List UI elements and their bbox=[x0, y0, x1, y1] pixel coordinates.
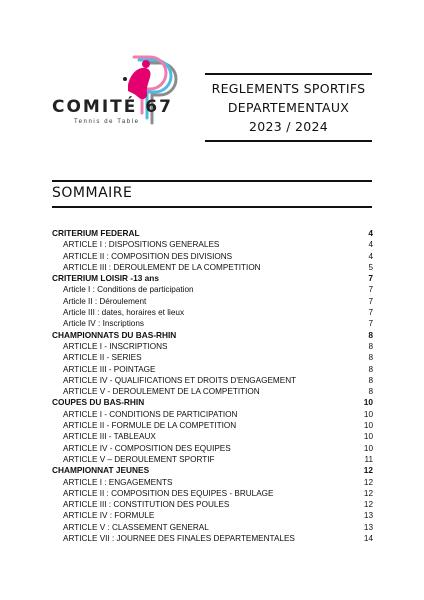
toc-page-number: 8 bbox=[368, 341, 373, 351]
toc-page-number: 8 bbox=[368, 329, 373, 340]
sommaire-heading bbox=[52, 180, 372, 208]
toc-page-number: 8 bbox=[368, 375, 373, 385]
toc-page-number: 10 bbox=[363, 432, 373, 442]
toc-item-row[interactable] bbox=[52, 239, 373, 250]
toc-item-row[interactable] bbox=[52, 431, 373, 442]
toc-page-number: 13 bbox=[363, 511, 373, 521]
toc-item-row[interactable] bbox=[52, 522, 373, 533]
toc-page-number: 10 bbox=[363, 421, 373, 431]
toc-item-row[interactable] bbox=[52, 409, 373, 420]
toc-entry-label: ARTICLE II - FORMULE DE LA COMPETITION bbox=[63, 421, 237, 431]
toc-item-row[interactable] bbox=[52, 477, 373, 488]
toc-page-number: 7 bbox=[368, 296, 373, 306]
toc-item-row[interactable] bbox=[52, 352, 373, 363]
toc-item-row[interactable] bbox=[52, 364, 373, 375]
toc-page-number: 10 bbox=[363, 397, 373, 408]
toc-page-number: 5 bbox=[368, 262, 373, 272]
toc-page-number: 4 bbox=[368, 251, 373, 261]
toc-entry-label: Article IV : Inscriptions bbox=[63, 319, 144, 329]
toc-item-row[interactable] bbox=[52, 375, 373, 386]
toc-item-row[interactable] bbox=[52, 533, 373, 544]
comite-67-logo bbox=[52, 55, 192, 130]
toc-page-number: 12 bbox=[363, 477, 373, 487]
toc-entry-label: ARTICLE I - CONDITIONS DE PARTICIPATION bbox=[63, 409, 238, 419]
toc-page-number: 7 bbox=[368, 273, 373, 284]
title-line-3: 2023 / 2024 bbox=[248, 119, 329, 134]
toc-entry-label: ARTICLE I - INSCRIPTIONS bbox=[63, 341, 168, 351]
toc-page-number: 12 bbox=[363, 488, 373, 498]
logo-name: COMITÉ 67 bbox=[52, 97, 173, 117]
toc-section-row[interactable] bbox=[52, 397, 373, 408]
toc-page-number: 7 bbox=[368, 319, 373, 329]
toc-page-number: 8 bbox=[368, 364, 373, 374]
toc-entry-label: CHAMPIONNAT JEUNES bbox=[52, 465, 150, 476]
toc-section-row[interactable] bbox=[52, 228, 373, 239]
toc-entry-label: CRITERIUM FEDERAL bbox=[52, 228, 140, 238]
toc-entry-label: ARTICLE III - TABLEAUX bbox=[63, 432, 156, 442]
toc-item-row[interactable] bbox=[52, 318, 373, 329]
toc-entry-label: ARTICLE III : DEROULEMENT DE LA COMPETITION bbox=[63, 262, 261, 272]
toc-page-number: 13 bbox=[363, 522, 373, 532]
toc-page-number: 10 bbox=[363, 409, 373, 419]
sommaire-title: SOMMAIRE bbox=[52, 185, 133, 201]
toc-item-row[interactable] bbox=[52, 499, 373, 510]
toc-page-number: 12 bbox=[363, 465, 373, 476]
toc-entry-label: CRITERIUM LOISIR -13 ans bbox=[52, 273, 159, 284]
toc-page-number: 12 bbox=[363, 500, 373, 510]
toc-entry-label: ARTICLE IV - COMPOSITION DES EQUIPES bbox=[63, 443, 231, 453]
toc-entry-label: COUPES DU BAS-RHIN bbox=[52, 397, 145, 408]
toc-page-number: 8 bbox=[368, 387, 373, 397]
logo-subtitle: Tennis de Table bbox=[74, 119, 140, 125]
toc-item-row[interactable] bbox=[52, 420, 373, 431]
toc-entry-label: ARTICLE III - POINTAGE bbox=[63, 364, 156, 374]
toc-entry-label: ARTICLE VII : JOURNEE DES FINALES DEPARTEMENTALES bbox=[63, 534, 295, 544]
toc-item-row[interactable] bbox=[52, 296, 373, 307]
toc-entry-label: ARTICLE V – DEROULEMENT SPORTIF bbox=[63, 454, 215, 464]
toc-item-row[interactable] bbox=[52, 262, 373, 273]
toc-item-row[interactable] bbox=[52, 341, 373, 352]
toc-entry-label: ARTICLE I : DISPOSITIONS GENERALES bbox=[63, 240, 220, 250]
toc-page-number: 4 bbox=[368, 228, 373, 238]
toc-page-number: 11 bbox=[364, 454, 373, 464]
toc-entry-label: Article II : Déroulement bbox=[63, 296, 147, 306]
toc-entry-label: ARTICLE II - SERIES bbox=[63, 353, 142, 363]
toc-item-row[interactable] bbox=[52, 454, 373, 465]
toc-page-number: 7 bbox=[368, 285, 373, 295]
toc-item-row[interactable] bbox=[52, 443, 373, 454]
document-title bbox=[205, 73, 372, 142]
toc-item-row[interactable] bbox=[52, 510, 373, 521]
toc-entry-label: ARTICLE III : CONSTITUTION DES POULES bbox=[63, 500, 230, 510]
toc-section-row[interactable] bbox=[52, 330, 373, 341]
toc-entry-label: ARTICLE II : COMPOSITION DES EQUIPES - BRULAGE bbox=[63, 488, 274, 498]
toc-page-number: 10 bbox=[363, 443, 373, 453]
toc-page-number: 8 bbox=[368, 353, 373, 363]
toc-item-row[interactable] bbox=[52, 488, 373, 499]
toc-item-row[interactable] bbox=[52, 251, 373, 262]
toc-item-row[interactable] bbox=[52, 284, 373, 295]
toc-entry-label: ARTICLE II : COMPOSITION DES DIVISIONS bbox=[63, 251, 233, 261]
toc-section-row[interactable] bbox=[52, 465, 373, 476]
toc-entry-label: Article III : dates, horaires et lieux bbox=[63, 308, 185, 318]
toc-entry-label: ARTICLE V : CLASSEMENT GENERAL bbox=[63, 522, 209, 532]
title-line-2: DEPARTEMENTAUX bbox=[227, 100, 350, 115]
toc-page-number: 7 bbox=[368, 308, 373, 318]
toc-item-row[interactable] bbox=[52, 386, 373, 397]
toc-entry-label: ARTICLE IV - QUALIFICATIONS ET DROITS D'ENGAGEMENT bbox=[63, 375, 297, 385]
toc-entry-label: ARTICLE IV : FORMULE bbox=[63, 511, 155, 521]
toc-entry-label: Article I : Conditions de participation bbox=[63, 285, 194, 295]
toc-section-row[interactable] bbox=[52, 273, 373, 284]
toc-page-number: 4 bbox=[368, 240, 373, 250]
table-of-contents bbox=[52, 228, 373, 544]
title-line-1: REGLEMENTS SPORTIFS bbox=[211, 81, 366, 96]
toc-entry-label: CHAMPIONNATS DU BAS-RHIN bbox=[52, 329, 177, 340]
toc-entry-label: ARTICLE V - DEROULEMENT DE LA COMPETITION bbox=[63, 387, 260, 397]
toc-entry-label: ARTICLE I : ENGAGEMENTS bbox=[63, 477, 173, 487]
toc-page-number: 14 bbox=[363, 534, 373, 544]
toc-item-row[interactable] bbox=[52, 307, 373, 318]
